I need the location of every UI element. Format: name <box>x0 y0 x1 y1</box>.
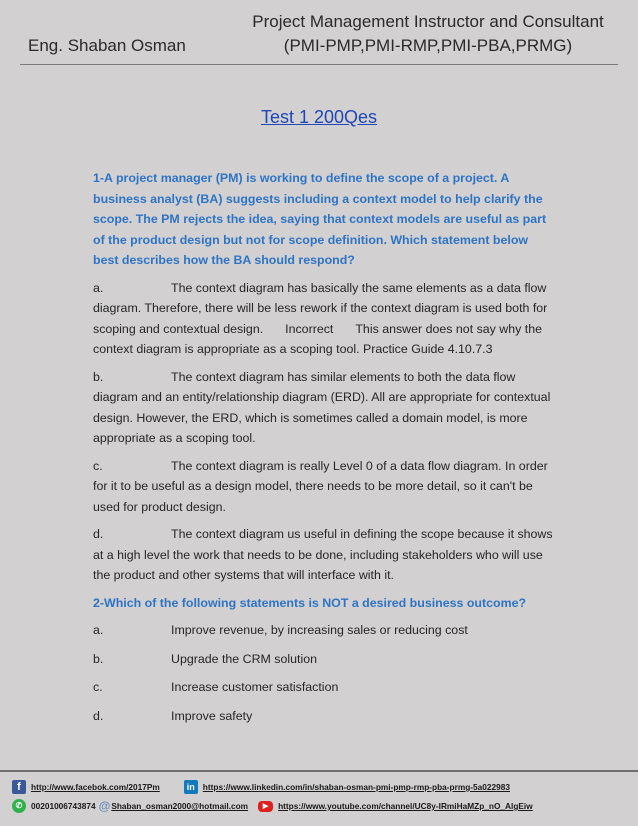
question-1 <box>93 168 553 586</box>
footer-row-1 <box>12 778 628 796</box>
option-label: a. <box>93 280 104 295</box>
option-label: b. <box>93 369 104 384</box>
facebook-icon: f <box>12 780 26 794</box>
author-certifications: (PMI-PMP,PMI-RMP,PMI-PBA,PRMG) <box>283 36 573 55</box>
email-icon: @ <box>98 799 111 813</box>
youtube-link[interactable]: https://www.youtube.com/channel/UC8y-IRmiHaMZp_nO_AlgEiw <box>278 801 533 811</box>
option-label: d. <box>93 527 104 541</box>
header-divider <box>20 64 618 65</box>
questions-content <box>93 168 553 734</box>
option-text: Improve safety <box>171 708 253 723</box>
answer-option <box>93 649 553 670</box>
option-label: d. <box>93 708 104 723</box>
whatsapp-icon: ✆ <box>12 799 26 813</box>
author-name: Eng. Shaban Osman <box>28 36 186 55</box>
option-text: Improve revenue, by increasing sales or reducing cost <box>171 623 468 637</box>
linkedin-link[interactable]: https://www.linkedin.com/in/shaban-osman-pmi-pmp-rmp-pba-prmg-5a022983 <box>202 782 510 792</box>
answer-verdict: Incorrect <box>285 321 334 336</box>
option-label: a. <box>93 623 104 637</box>
option-label: c. <box>93 458 103 473</box>
linkedin-icon: in <box>184 780 198 794</box>
option-label: b. <box>93 651 104 666</box>
phone-number: 00201006743874 <box>31 801 96 811</box>
footer-row-2 <box>12 797 628 815</box>
option-text: The context diagram is really Level 0 of a data flow diagram. In order for it to be useful as a design model, there needs to be more detail, so it can't be used for product design. <box>93 458 548 514</box>
answer-option <box>93 620 553 641</box>
email-link[interactable]: Shaban_osman2000@hotmail.com <box>111 801 249 811</box>
answer-option <box>93 367 553 449</box>
question-text: 2-Which of the following statements is NOT a desired business outcome? <box>93 595 527 610</box>
page-title: Test 1 200Qes <box>260 107 378 127</box>
answer-option <box>93 706 553 727</box>
facebook-link[interactable]: http://www.facebok.com/2017Pm <box>31 782 160 792</box>
option-label: c. <box>93 680 103 694</box>
answer-option <box>93 524 553 586</box>
option-text: Upgrade the CRM solution <box>171 651 318 666</box>
author-role: Project Management Instructor and Consultant <box>252 12 604 31</box>
answer-option <box>93 677 553 698</box>
option-text: Increase customer satisfaction <box>171 680 339 694</box>
youtube-icon: ▶ <box>258 801 273 812</box>
author-title-block <box>238 10 618 58</box>
question-text: 1-A project manager (PM) is working to define the scope of a project. A business analyst (BA) suggests including a context model to help clarify the scope. The PM rejects the idea, saying that context models are useful as part of the product design but not for scope definition. Which statement below best describes how the BA should respond? <box>93 171 547 267</box>
question-2 <box>93 593 553 727</box>
answer-option <box>93 278 553 360</box>
option-text: The context diagram us useful in defining the scope because it shows at a high level the work that needs to be done, including stakeholders who will use the product and other systems that will interface with it. <box>93 527 553 582</box>
answer-option <box>93 456 553 518</box>
answer-explanation: This answer does not say why the context diagram is appropriate as a scoping tool. Practice Guide 4.10.7.3 <box>93 321 542 356</box>
option-text: The context diagram has basically the same elements as a data flow diagram. Therefore, there will be less rework if the context diagram is used both for scoping and contextual design. <box>93 280 548 336</box>
footer-divider <box>0 770 638 772</box>
option-text: The context diagram has similar elements to both the data flow diagram and an entity/relationship diagram (ERD). All are appropriate for contextual design. However, the ERD, which is sometimes called a domain model, is more appropriate as a scoping tool. <box>93 369 551 445</box>
